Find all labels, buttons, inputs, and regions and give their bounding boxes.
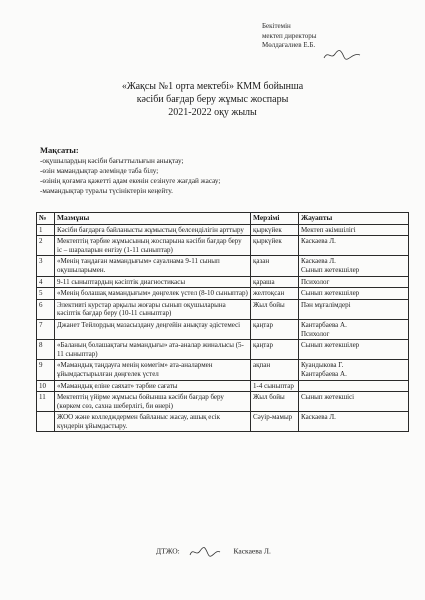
cell-responsible: Каскаева Л. Сынып жетекшілер	[299, 256, 409, 276]
cell-number: 4	[37, 276, 55, 288]
table-row	[37, 319, 409, 339]
title-line: 2021-2022 оқу жылы	[168, 107, 257, 118]
cell-deadline: Сәуір-мамыр	[251, 412, 299, 432]
cell-deadline: Жыл бойы	[251, 392, 299, 412]
footer-label: ДТЖО:	[156, 546, 180, 556]
cell-deadline: ақпан	[251, 360, 299, 380]
header-deadline: Мерзімі	[251, 213, 299, 225]
cell-number: 7	[37, 319, 55, 339]
director-signature-icon	[322, 48, 362, 62]
approval-line: Мөлдағалиев Е.Б.	[262, 41, 316, 49]
cell-content: Мектептің тәрбие жұмысының жоспарына кәсіби бағдар беру іс – шараларын енгізу (1-11 сыныптар)	[55, 236, 251, 256]
cell-number: 8	[37, 340, 55, 360]
cell-number: 5	[37, 288, 55, 300]
cell-deadline: қаңтар	[251, 340, 299, 360]
cell-content: Мектептің үйірме жұмысы бойынша кәсіби бағдар беру (көркем сөз, сахна шеберлігі, би өнері)	[55, 392, 251, 412]
cell-number	[37, 412, 55, 432]
cell-responsible: Каскаева Л.	[299, 236, 409, 256]
plan-table	[36, 212, 409, 432]
cell-content: «Баланың болашақтағы мамандығы» ата-аналар жиналысы (5-11 сыныптар)	[55, 340, 251, 360]
cell-deadline: Жыл бойы	[251, 299, 299, 319]
table-row	[37, 412, 409, 432]
cell-content: Джанет Тейлордың мазасыздану деңгейін анықтау әдістемесі	[55, 319, 251, 339]
cell-number: 9	[37, 360, 55, 380]
table-row	[37, 224, 409, 236]
cell-content: «Мамандық таңдауға менің көмегім» ата-аналармен ұйымдастырылған дөңгелек үстел	[55, 360, 251, 380]
cell-content: ЖОО және колледждермен байланыс жасау, ашық есік күндерін ұйымдастыру.	[55, 412, 251, 432]
cell-responsible: Сынып жетекшілер	[299, 340, 409, 360]
title-line: кәсіби бағдар беру жұмыс жоспары	[136, 94, 289, 105]
cell-deadline: қазан	[251, 256, 299, 276]
cell-deadline: қыркүйек	[251, 224, 299, 236]
cell-number: 10	[37, 380, 55, 392]
cell-number: 6	[37, 299, 55, 319]
cell-content: «Менің таңдаған мамандығым» сауалнама 9-11 сынып оқушыларымен.	[55, 256, 251, 276]
cell-content: «Менің болашақ мамандығым» дөңгелек үстел (8-10 сыныптар)	[55, 288, 251, 300]
cell-deadline: желтоқсан	[251, 288, 299, 300]
goal-item: -өзін мамандықтар әлемінде таба білу;	[40, 167, 159, 175]
document-title	[40, 80, 385, 119]
goals-heading: Мақсаты:	[40, 145, 79, 155]
cell-deadline: қыркүйек	[251, 236, 299, 256]
cell-deadline: қаңтар	[251, 319, 299, 339]
goal-item: -оқушылардың кәсіби бағыттылығын анықтау;	[40, 157, 184, 165]
footer-name: Каскаева Л.	[233, 546, 271, 556]
signature-icon	[188, 546, 222, 558]
cell-number: 3	[37, 256, 55, 276]
table-row	[37, 299, 409, 319]
cell-responsible	[299, 380, 409, 392]
header-responsible: Жауапты	[299, 213, 409, 225]
title-line: «Жақсы №1 орта мектебі» КММ бойынша	[121, 81, 304, 92]
table-row	[37, 340, 409, 360]
cell-number: 2	[37, 236, 55, 256]
cell-deadline: 1-4 сыныптар	[251, 380, 299, 392]
table-header-row	[37, 213, 409, 225]
table-row	[37, 288, 409, 300]
approval-line: Бекітемін	[262, 22, 291, 30]
table-body	[37, 224, 409, 432]
header-content: Мазмұны	[55, 213, 251, 225]
cell-content: Элективті курстар арқылы жоғары сынып оқушыларына кәсіптік бағдар беру (10-11 сыныптар)	[55, 299, 251, 319]
cell-responsible: Сынып жетекшісі	[299, 392, 409, 412]
cell-responsible: Пән мұғалімдері	[299, 299, 409, 319]
table-row	[37, 392, 409, 412]
goals-section	[40, 145, 400, 196]
cell-number: 1	[37, 224, 55, 236]
cell-responsible: Куандыкова Г. Кантарбаева А.	[299, 360, 409, 380]
cell-responsible: Мектеп әкімшілігі	[299, 224, 409, 236]
cell-content: Кәсіби бағдарға байланысты жұмыстың белсенділігін арттыру	[55, 224, 251, 236]
table-row	[37, 360, 409, 380]
goal-item: -мамандықтар туралы түсініктерін кеңейту.	[40, 187, 173, 195]
cell-content: 9-11 сыныптардың кәсіптік диагностикасы	[55, 276, 251, 288]
cell-responsible: Кантарбаева А. Психолог	[299, 319, 409, 339]
table-row	[37, 380, 409, 392]
header-number: №	[37, 213, 55, 225]
cell-content: «Мамандық еліне саяхат» тәрбие сағаты	[55, 380, 251, 392]
goal-item: -өзінің қоғамға қажетті адам екенін сезінуге жағдай жасау;	[40, 177, 221, 185]
table-row	[37, 276, 409, 288]
approval-line: мектеп директоры	[262, 31, 317, 40]
cell-responsible: Психолог	[299, 276, 409, 288]
footer-signature	[156, 546, 356, 558]
cell-responsible: Каскаева Л.	[299, 412, 409, 432]
cell-responsible: Сынып жетекшілер	[299, 288, 409, 300]
cell-number: 11	[37, 392, 55, 412]
table-row	[37, 236, 409, 256]
table-row	[37, 256, 409, 276]
approval-stamp	[262, 22, 412, 51]
cell-deadline: қараша	[251, 276, 299, 288]
